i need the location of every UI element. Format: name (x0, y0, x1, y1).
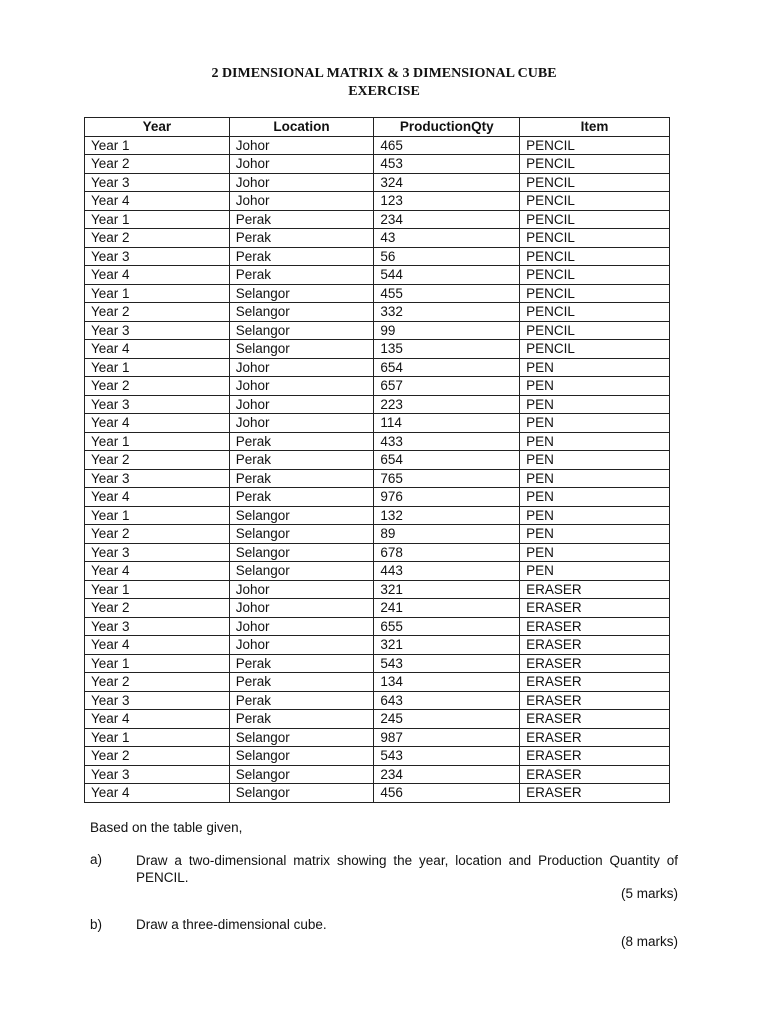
cell-year: Year 4 (85, 266, 230, 285)
question-b-label: b) (90, 917, 103, 932)
cell-item: PENCIL (520, 247, 670, 266)
cell-location: Perak (229, 451, 374, 470)
table-row (85, 284, 670, 303)
document-subtitle: EXERCISE (348, 84, 420, 99)
cell-location: Perak (229, 432, 374, 451)
table-row (85, 765, 670, 784)
cell-location: Perak (229, 710, 374, 729)
cell-location: Selangor (229, 562, 374, 581)
table-row (85, 728, 670, 747)
cell-location: Johor (229, 617, 374, 636)
cell-year: Year 4 (85, 414, 230, 433)
cell-year: Year 2 (85, 229, 230, 248)
table-row (85, 432, 670, 451)
cell-item: PENCIL (520, 321, 670, 340)
question-a-text: Draw a two-dimensional matrix showing the year, location and Production Quantity of PENCIL. (136, 853, 678, 885)
cell-location: Selangor (229, 284, 374, 303)
cell-production-qty: 89 (374, 525, 520, 544)
header-year: Year (85, 118, 230, 137)
question-intro: Based on the table given, (90, 820, 243, 835)
cell-item: ERASER (520, 617, 670, 636)
cell-production-qty: 655 (374, 617, 520, 636)
table-row (85, 580, 670, 599)
table-row (85, 506, 670, 525)
cell-production-qty: 234 (374, 210, 520, 229)
cell-item: PENCIL (520, 266, 670, 285)
cell-production-qty: 643 (374, 691, 520, 710)
cell-year: Year 3 (85, 173, 230, 192)
table-row (85, 173, 670, 192)
cell-production-qty: 245 (374, 710, 520, 729)
cell-production-qty: 987 (374, 728, 520, 747)
cell-location: Selangor (229, 784, 374, 803)
cell-location: Johor (229, 173, 374, 192)
cell-item: PENCIL (520, 192, 670, 211)
question-a-label: a) (90, 852, 103, 867)
table-row (85, 229, 670, 248)
cell-production-qty: 241 (374, 599, 520, 618)
header-item: Item (520, 118, 670, 137)
cell-location: Johor (229, 136, 374, 155)
cell-production-qty: 543 (374, 747, 520, 766)
cell-location: Johor (229, 636, 374, 655)
table-row (85, 673, 670, 692)
cell-item: PEN (520, 377, 670, 396)
cell-year: Year 4 (85, 562, 230, 581)
table-row (85, 747, 670, 766)
cell-production-qty: 654 (374, 358, 520, 377)
cell-production-qty: 99 (374, 321, 520, 340)
table-row (85, 303, 670, 322)
cell-item: PEN (520, 506, 670, 525)
cell-year: Year 2 (85, 303, 230, 322)
table-header-row (85, 118, 670, 137)
cell-production-qty: 765 (374, 469, 520, 488)
cell-location: Perak (229, 673, 374, 692)
cell-production-qty: 544 (374, 266, 520, 285)
question-b-marks: (8 marks) (621, 934, 678, 949)
cell-item: ERASER (520, 654, 670, 673)
cell-production-qty: 135 (374, 340, 520, 359)
table-row (85, 488, 670, 507)
cell-production-qty: 465 (374, 136, 520, 155)
table-row (85, 192, 670, 211)
cell-location: Selangor (229, 321, 374, 340)
cell-production-qty: 433 (374, 432, 520, 451)
cell-location: Johor (229, 377, 374, 396)
cell-item: PENCIL (520, 210, 670, 229)
cell-year: Year 3 (85, 469, 230, 488)
table-row (85, 636, 670, 655)
cell-item: ERASER (520, 599, 670, 618)
cell-year: Year 2 (85, 673, 230, 692)
cell-location: Selangor (229, 340, 374, 359)
table-row (85, 358, 670, 377)
table-row (85, 395, 670, 414)
cell-year: Year 4 (85, 784, 230, 803)
header-location: Location (229, 118, 374, 137)
table-body (85, 136, 670, 802)
cell-location: Johor (229, 414, 374, 433)
table-row (85, 266, 670, 285)
cell-production-qty: 543 (374, 654, 520, 673)
cell-location: Selangor (229, 525, 374, 544)
table-row (85, 340, 670, 359)
cell-year: Year 3 (85, 247, 230, 266)
cell-item: PEN (520, 543, 670, 562)
cell-year: Year 2 (85, 451, 230, 470)
cell-year: Year 4 (85, 340, 230, 359)
table-row (85, 247, 670, 266)
cell-year: Year 4 (85, 636, 230, 655)
cell-item: PENCIL (520, 173, 670, 192)
cell-location: Johor (229, 395, 374, 414)
cell-location: Selangor (229, 747, 374, 766)
table-row (85, 155, 670, 174)
cell-item: ERASER (520, 673, 670, 692)
cell-location: Johor (229, 192, 374, 211)
cell-production-qty: 114 (374, 414, 520, 433)
cell-production-qty: 134 (374, 673, 520, 692)
table-row (85, 784, 670, 803)
cell-location: Selangor (229, 543, 374, 562)
cell-item: PEN (520, 469, 670, 488)
cell-production-qty: 455 (374, 284, 520, 303)
cell-item: PEN (520, 562, 670, 581)
cell-item: PEN (520, 488, 670, 507)
table-row (85, 617, 670, 636)
cell-item: PEN (520, 525, 670, 544)
header-production-qty: ProductionQty (374, 118, 520, 137)
cell-production-qty: 321 (374, 636, 520, 655)
cell-production-qty: 456 (374, 784, 520, 803)
table-row (85, 562, 670, 581)
cell-item: ERASER (520, 710, 670, 729)
cell-location: Johor (229, 358, 374, 377)
cell-production-qty: 324 (374, 173, 520, 192)
cell-item: ERASER (520, 784, 670, 803)
document-title: 2 DIMENSIONAL MATRIX & 3 DIMENSIONAL CUBE (211, 66, 557, 81)
question-b-text: Draw a three-dimensional cube. (136, 917, 327, 932)
cell-location: Johor (229, 599, 374, 618)
cell-item: PEN (520, 395, 670, 414)
cell-production-qty: 43 (374, 229, 520, 248)
cell-item: ERASER (520, 636, 670, 655)
cell-year: Year 1 (85, 654, 230, 673)
table-row (85, 525, 670, 544)
cell-item: PEN (520, 451, 670, 470)
cell-year: Year 4 (85, 488, 230, 507)
cell-production-qty: 223 (374, 395, 520, 414)
table-row (85, 710, 670, 729)
cell-location: Perak (229, 488, 374, 507)
cell-item: PENCIL (520, 340, 670, 359)
cell-year: Year 3 (85, 617, 230, 636)
cell-year: Year 1 (85, 136, 230, 155)
table-row (85, 414, 670, 433)
cell-year: Year 3 (85, 765, 230, 784)
cell-item: ERASER (520, 765, 670, 784)
cell-year: Year 3 (85, 543, 230, 562)
cell-item: ERASER (520, 728, 670, 747)
cell-location: Perak (229, 654, 374, 673)
cell-year: Year 1 (85, 432, 230, 451)
cell-year: Year 1 (85, 284, 230, 303)
table-row (85, 654, 670, 673)
cell-location: Johor (229, 580, 374, 599)
cell-item: ERASER (520, 747, 670, 766)
cell-item: ERASER (520, 691, 670, 710)
table-row (85, 210, 670, 229)
cell-item: PENCIL (520, 284, 670, 303)
cell-production-qty: 976 (374, 488, 520, 507)
production-table (84, 117, 670, 803)
cell-production-qty: 657 (374, 377, 520, 396)
cell-location: Selangor (229, 765, 374, 784)
cell-production-qty: 132 (374, 506, 520, 525)
cell-year: Year 2 (85, 155, 230, 174)
cell-production-qty: 654 (374, 451, 520, 470)
cell-year: Year 1 (85, 210, 230, 229)
cell-item: PENCIL (520, 155, 670, 174)
cell-year: Year 1 (85, 506, 230, 525)
cell-location: Selangor (229, 303, 374, 322)
cell-production-qty: 453 (374, 155, 520, 174)
cell-production-qty: 443 (374, 562, 520, 581)
cell-production-qty: 678 (374, 543, 520, 562)
cell-year: Year 4 (85, 710, 230, 729)
cell-year: Year 2 (85, 377, 230, 396)
cell-year: Year 1 (85, 580, 230, 599)
cell-production-qty: 123 (374, 192, 520, 211)
table-row (85, 599, 670, 618)
cell-location: Perak (229, 229, 374, 248)
table-row (85, 377, 670, 396)
table-row (85, 691, 670, 710)
cell-year: Year 2 (85, 525, 230, 544)
table-row (85, 321, 670, 340)
cell-item: PEN (520, 358, 670, 377)
table-row (85, 451, 670, 470)
cell-location: Perak (229, 266, 374, 285)
cell-item: PENCIL (520, 136, 670, 155)
cell-production-qty: 234 (374, 765, 520, 784)
cell-production-qty: 321 (374, 580, 520, 599)
table-row (85, 543, 670, 562)
cell-year: Year 3 (85, 691, 230, 710)
table-row (85, 469, 670, 488)
cell-production-qty: 56 (374, 247, 520, 266)
table-row (85, 136, 670, 155)
cell-year: Year 1 (85, 728, 230, 747)
question-a-marks: (5 marks) (621, 886, 678, 901)
cell-year: Year 3 (85, 321, 230, 340)
cell-location: Selangor (229, 728, 374, 747)
cell-location: Selangor (229, 506, 374, 525)
cell-item: PENCIL (520, 229, 670, 248)
cell-year: Year 2 (85, 747, 230, 766)
cell-year: Year 1 (85, 358, 230, 377)
cell-item: PENCIL (520, 303, 670, 322)
cell-location: Johor (229, 155, 374, 174)
cell-year: Year 3 (85, 395, 230, 414)
cell-item: PEN (520, 414, 670, 433)
cell-year: Year 2 (85, 599, 230, 618)
cell-location: Perak (229, 247, 374, 266)
cell-production-qty: 332 (374, 303, 520, 322)
cell-location: Perak (229, 469, 374, 488)
cell-location: Perak (229, 691, 374, 710)
cell-location: Perak (229, 210, 374, 229)
cell-year: Year 4 (85, 192, 230, 211)
cell-item: PEN (520, 432, 670, 451)
cell-item: ERASER (520, 580, 670, 599)
